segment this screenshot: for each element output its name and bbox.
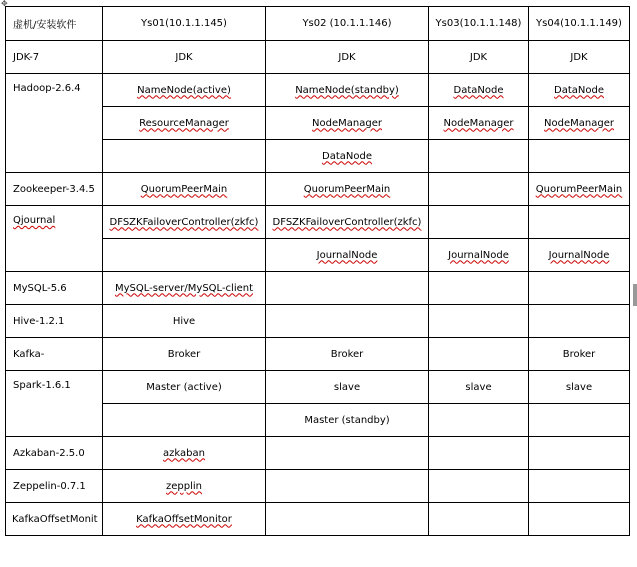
cell-text: MySQL-server/MySQL-client — [114, 282, 254, 294]
table-header-row — [6, 7, 630, 41]
table-row — [6, 74, 630, 107]
table-cell — [266, 107, 429, 140]
table-cell — [429, 140, 529, 173]
cell-text: ResourceManager — [139, 117, 229, 129]
table-cell — [529, 437, 630, 470]
header-cell: 虚机/安装软件 — [6, 7, 103, 41]
software-cell: Spark-1.6.1 — [6, 371, 103, 437]
table-cell — [103, 239, 266, 272]
cell-text: QuorumPeerMain — [303, 183, 391, 195]
cell-text: JournalNode — [316, 249, 378, 261]
cell-text: DataNode — [322, 150, 372, 162]
cell-text: JournalNode — [548, 249, 610, 261]
table-cell — [429, 107, 529, 140]
table-cell: slave — [529, 371, 630, 404]
table-cell — [103, 206, 266, 239]
cell-text: NameNode(active) — [137, 84, 231, 96]
software-cell: Hive-1.2.1 — [6, 305, 103, 338]
table-cell: Master (active) — [103, 371, 266, 404]
cell-text: azkaban — [163, 447, 205, 459]
table-cell: JDK — [429, 41, 529, 74]
table-cell — [429, 338, 529, 371]
header-cell: Ys01(10.1.1.145) — [103, 7, 266, 41]
table-cell: Broker — [103, 338, 266, 371]
table-cell: JDK — [103, 41, 266, 74]
table-cell: JDK — [529, 41, 630, 74]
table-cell — [103, 140, 266, 173]
table-row — [6, 470, 630, 503]
cell-text: DataNode — [453, 84, 504, 96]
table-cell — [266, 239, 429, 272]
cell-text: NodeManager — [312, 117, 382, 129]
table-cell — [103, 503, 266, 536]
software-cell: Azkaban-2.5.0 — [6, 437, 103, 470]
cell-text: NodeManager — [544, 117, 614, 129]
cell-text: DataNode — [554, 84, 604, 96]
table-cell — [429, 470, 529, 503]
table-row — [6, 173, 630, 206]
table-cell — [266, 272, 429, 305]
table-cell — [266, 140, 429, 173]
table-cell — [529, 305, 630, 338]
table-cell: slave — [266, 371, 429, 404]
cell-text: QuorumPeerMain — [535, 183, 623, 195]
table-cell — [266, 173, 429, 206]
cell-text: JournalNode — [448, 249, 509, 261]
table-cell: Broker — [529, 338, 630, 371]
table-cell — [103, 173, 266, 206]
software-cell: Kafka- — [6, 338, 103, 371]
table-cell — [429, 437, 529, 470]
table-row — [6, 206, 630, 239]
table-cell — [266, 305, 429, 338]
table-cell — [429, 173, 529, 206]
table-cell — [429, 74, 529, 107]
software-cell: Zeppelin-0.7.1 — [6, 470, 103, 503]
table-cell — [429, 305, 529, 338]
table-row — [6, 305, 630, 338]
table-cell — [429, 206, 529, 239]
table-cell: Master (standby) — [266, 404, 429, 437]
table-cell — [266, 503, 429, 536]
table-row — [6, 437, 630, 470]
table-cell — [103, 74, 266, 107]
table-row — [6, 503, 630, 536]
table-cell — [429, 503, 529, 536]
table-cell: JDK — [266, 41, 429, 74]
table-cell — [529, 404, 630, 437]
deployment-table — [5, 6, 630, 536]
cell-text: DFSZKFailoverController(zkfc) — [109, 216, 259, 228]
table-cell — [266, 437, 429, 470]
table-cell — [529, 239, 630, 272]
table-cell — [103, 404, 266, 437]
cell-text: QuorumPeerMain — [140, 183, 228, 195]
table-row — [6, 338, 630, 371]
table-cell — [266, 206, 429, 239]
table-cell — [529, 470, 630, 503]
table-cell — [529, 503, 630, 536]
table-cell — [529, 173, 630, 206]
software-cell: MySQL-5.6 — [6, 272, 103, 305]
table-cell — [529, 140, 630, 173]
cell-text: DFSZKFailoverController(zkfc) — [272, 216, 422, 228]
cell-text: Qjournal — [13, 215, 56, 226]
table-cell — [529, 206, 630, 239]
scrollbar-thumb[interactable] — [633, 284, 637, 306]
table-cell — [266, 74, 429, 107]
software-cell: Hadoop-2.6.4 — [6, 74, 103, 173]
table-cell — [103, 272, 266, 305]
table-cell: slave — [429, 371, 529, 404]
table-cell: Broker — [266, 338, 429, 371]
software-cell: Zookeeper-3.4.5 — [6, 173, 103, 206]
table-cell — [429, 404, 529, 437]
header-cell: Ys02 (10.1.1.146) — [266, 7, 429, 41]
header-cell: Ys04(10.1.1.149) — [529, 7, 630, 41]
cell-text: KafkaOffsetMonitor — [136, 513, 232, 525]
software-cell: KafkaOffsetMonit — [6, 503, 103, 536]
table-cell — [429, 272, 529, 305]
table-cell: Hive — [103, 305, 266, 338]
software-cell — [6, 206, 103, 272]
table-cell — [103, 470, 266, 503]
software-cell: JDK-7 — [6, 41, 103, 74]
table-cell — [103, 437, 266, 470]
table-move-handle-icon[interactable]: ✥ — [1, 0, 8, 8]
table-cell — [266, 470, 429, 503]
header-cell: Ys03(10.1.1.148) — [429, 7, 529, 41]
cell-text: NodeManager — [443, 117, 514, 129]
table-row — [6, 41, 630, 74]
table-cell — [529, 107, 630, 140]
table-cell — [103, 107, 266, 140]
table-row — [6, 371, 630, 404]
table-cell — [529, 272, 630, 305]
cell-text: NameNode(standby) — [295, 84, 399, 96]
table-cell — [429, 239, 529, 272]
cell-text: zepplin — [166, 480, 202, 492]
table-row — [6, 272, 630, 305]
table-cell — [529, 74, 630, 107]
